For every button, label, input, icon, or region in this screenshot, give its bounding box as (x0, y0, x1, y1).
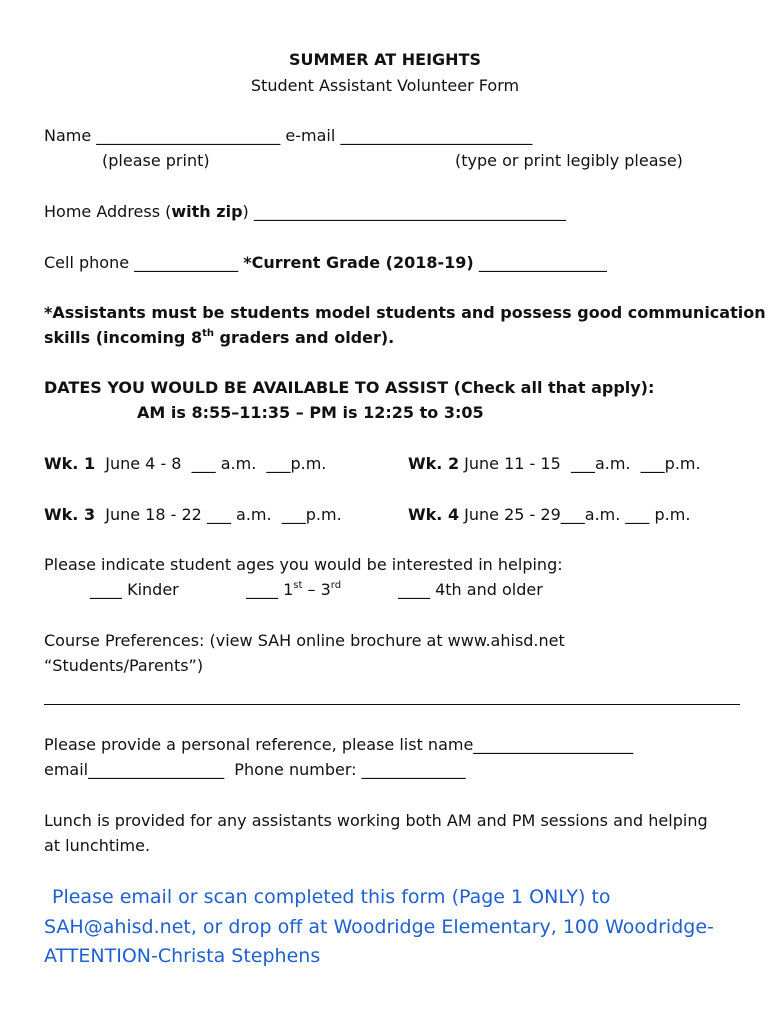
course-preferences-line2: “Students/Parents”) (44, 656, 204, 675)
course-preferences-rule (44, 704, 740, 705)
grade-label: *Current Grade (2018-19) (243, 253, 474, 272)
name-hint: (please print) (102, 151, 210, 170)
address-label: Home Address ( (44, 202, 172, 221)
submission-instructions-line1: Please email or scan completed this form (Page 1 ONLY) to (52, 886, 611, 908)
grade-blank: ________________ (473, 253, 607, 272)
age-grades-1-3: ____ 1st – 3rd (246, 580, 342, 599)
form-title: SUMMER AT HEIGHTS (288, 50, 482, 69)
week-row: Wk. 2 June 11 - 15 ___a.m. ___p.m. (408, 454, 701, 473)
address-blank: ) _______________________________________ (242, 202, 566, 221)
session-times: AM is 8:55–11:35 – PM is 12:25 to 3:05 (137, 403, 484, 422)
reference-line1: Please provide a personal reference, please list name____________________ (44, 735, 634, 754)
submission-instructions-line2: SAH@ahisd.net, or drop off at Woodridge Elementary, 100 Woodridge- (44, 916, 714, 938)
week-row: Wk. 4 June 25 - 29___a.m. ___ p.m. (408, 505, 691, 524)
dates-heading: DATES YOU WOULD BE AVAILABLE TO ASSIST (Check all that apply): (44, 378, 655, 397)
week-row: Wk. 1 June 4 - 8 ___ a.m. ___p.m. (44, 454, 327, 473)
age-kinder: ____ Kinder (90, 580, 179, 599)
home-address-line (44, 204, 566, 220)
cell-label: Cell phone _____________ (44, 253, 244, 272)
submission-instructions-line3: ATTENTION-Christa Stephens (44, 945, 321, 967)
reference-line2: email_________________ Phone number: _____________ (44, 760, 466, 779)
lunch-line1: Lunch is provided for any assistants working both AM and PM sessions and helping (44, 811, 708, 830)
name-email-line: Name _______________________ e-mail ________________________ (44, 126, 533, 145)
ages-prompt: Please indicate student ages you would be interested in helping: (44, 555, 563, 574)
course-preferences-line1: Course Preferences: (view SAH online brochure at www.ahisd.net (44, 631, 565, 650)
cell-grade-line (44, 255, 607, 271)
assistant-note-line2: skills (incoming 8th graders and older). (44, 328, 395, 347)
age-4th-older: ____ 4th and older (398, 580, 543, 599)
address-zip: with zip (171, 202, 243, 221)
assistant-note-line1: *Assistants must be students model students and possess good communication (44, 303, 766, 322)
lunch-line2: at lunchtime. (44, 836, 151, 855)
week-row: Wk. 3 June 18 - 22 ___ a.m. ___p.m. (44, 505, 342, 524)
email-hint: (type or print legibly please) (455, 151, 683, 170)
form-subtitle: Student Assistant Volunteer Form (250, 76, 520, 95)
